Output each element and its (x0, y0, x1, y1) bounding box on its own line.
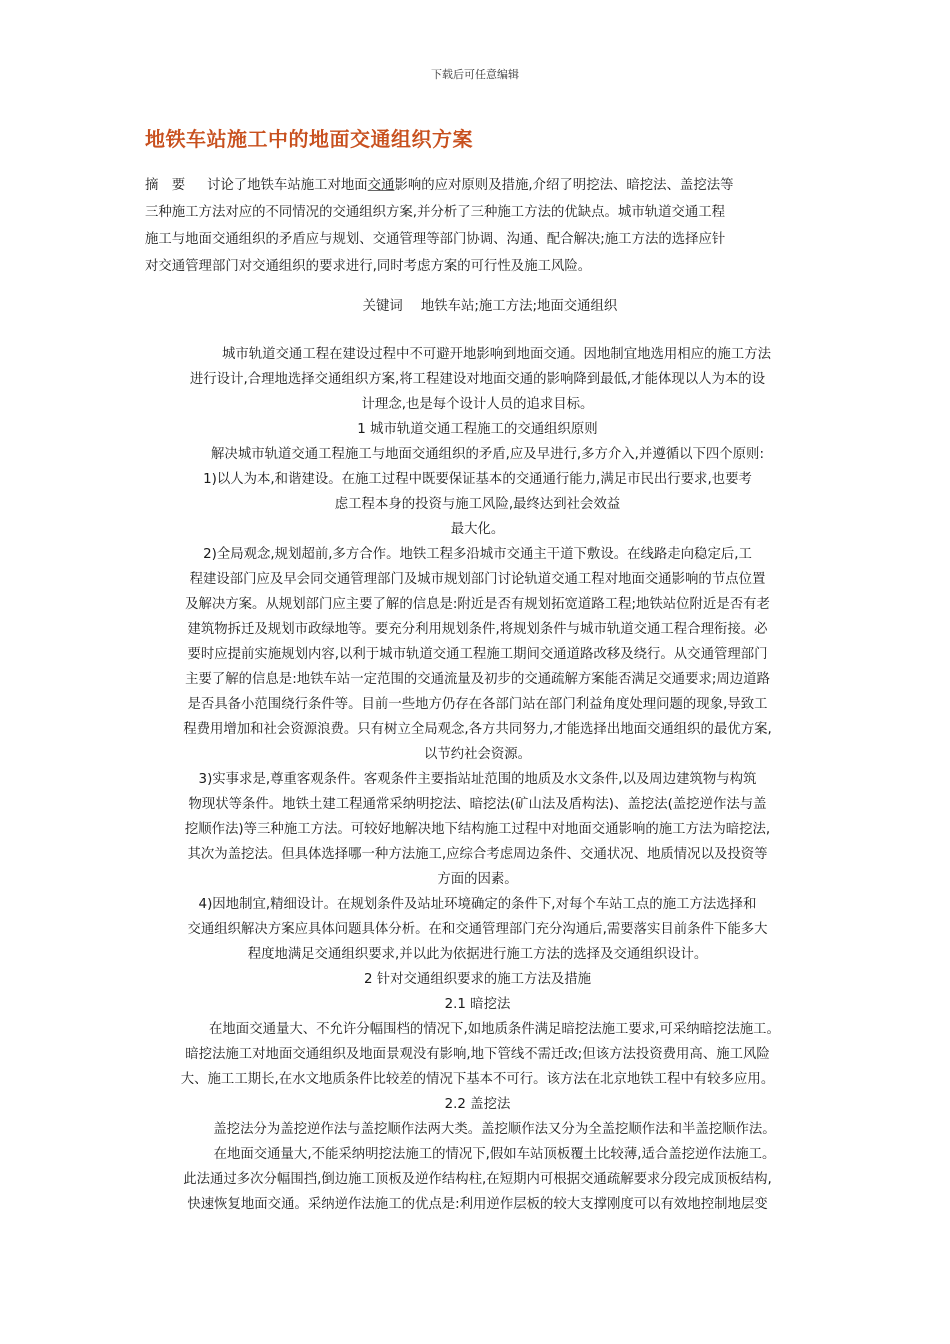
section-heading-1: 1 城市轨道交通工程施工的交通组织原则 (357, 422, 598, 437)
body-line: 程费用增加和社会资源浪费。只有树立全局观念,各方共同努力,才能选择出地面交通组织的最优方案, (183, 722, 772, 737)
body-line: 是否具备小范围绕行条件等。目前一些地方仍存在各部门站在部门利益角度处理问题的现象,导致工 (187, 697, 768, 712)
body-line: 程建设部门应及早会同交通管理部门及城市规划部门讨论轨道交通工程对地面交通影响的节点位置 (189, 572, 766, 587)
body-line: 挖顺作法)等三种施工方法。可较好地解决地下结构施工过程中对地面交通影响的施工方法为暗挖法, (184, 822, 771, 837)
abstract-section (145, 172, 807, 280)
body-line: 在地面交通量大、不允许分幅围档的情况下,如地质条件满足暗挖法施工要求,可采纳暗挖法施工。 (209, 1022, 780, 1037)
body-line: 物现状等条件。地铁土建工程通常采纳明挖法、暗挖法(矿山法及盾构法)、盖挖法(盖挖逆作法与盖 (188, 797, 767, 812)
body-line: 1)以人为本,和谐建设。在施工过程中既要保证基本的交通通行能力,满足市民出行要求,也要考 (203, 472, 752, 487)
body-line: 及解决方案。从规划部门应主要了解的信息是:附近是否有规划拓宽道路工程;地铁站位附近是否有老 (185, 597, 770, 612)
abstract-traffic-link[interactable]: 交通 (367, 178, 395, 193)
abstract-line-3: 施工与地面交通组织的矛盾应与规划、交通管理等部门协调、沟通、配合解决;施工方法的选择应针 (145, 232, 726, 247)
body-line: 方面的因素。 (437, 872, 518, 887)
body-line: 计理念,也是每个设计人员的追求目标。 (361, 397, 594, 412)
abstract-label: 摘 要 (145, 178, 186, 193)
body-line: 城市轨道交通工程在建设过程中不可避开地影响到地面交通。因地制宜地选用相应的施工方法 (221, 347, 771, 362)
body-line: 虑工程本身的投资与施工风险,最终达到社会效益 (334, 497, 621, 512)
keywords-value: 地铁车站;施工方法;地面交通组织 (420, 299, 618, 314)
body-line: 在地面交通量大,不能采纳明挖法施工的情况下,假如车站顶板覆土比较薄,适合盖挖逆作法施工。 (213, 1147, 776, 1162)
page-header-note: 下载后可任意编辑 (431, 68, 519, 81)
subsection-heading-2-1: 2.1 暗挖法 (444, 997, 511, 1012)
abstract-line-1 (145, 172, 807, 199)
subsection-heading-2-2: 2.2 盖挖法 (444, 1097, 511, 1112)
body-line: 以节约社会资源。 (423, 747, 532, 762)
abstract-text-1b: 影响的应对原则及措施,介绍了明挖法、暗挖法、盖挖法等 (394, 178, 734, 193)
body-line: 此法通过多次分幅围挡,倒边施工顶板及逆作结构柱,在短期内可根据交通疏解要求分段完成顶板结构, (183, 1172, 772, 1187)
keywords-line (0, 295, 950, 314)
body-line: 程度地满足交通组织要求,并以此为依据进行施工方法的选择及交通组织设计。 (247, 947, 708, 962)
keywords-label: 关键词 (362, 299, 403, 314)
abstract-text-1a: 讨论了地铁车站施工对地面 (207, 178, 368, 193)
body-line: 主要了解的信息是:地铁车站一定范围的交通流量及初步的交通疏解方案能否满足交通要求;周边道路 (185, 672, 770, 687)
abstract-line-4: 对交通管理部门对交通组织的要求进行,同时考虑方案的可行性及施工风险。 (145, 259, 592, 274)
abstract-line-2: 三种施工方法对应的不同情况的交通组织方案,并分析了三种施工方法的优缺点。城市轨道交通工程 (145, 205, 726, 220)
body-line: 要时应提前实施规划内容,以利于城市轨道交通工程施工期间交通道路改移及绕行。从交通管理部门 (187, 647, 768, 662)
document-title: 地铁车站施工中的地面交通组织方案 (145, 127, 473, 151)
body-line: 2)全局观念,规划超前,多方合作。地铁工程多沿城市交通主干道下敷设。在线路走向稳定后,工 (203, 547, 752, 562)
body-line: 3)实事求是,尊重客观条件。客观条件主要指站址范围的地质及水文条件,以及周边建筑物与构筑 (198, 772, 757, 787)
body-text (140, 342, 815, 1217)
body-line: 其次为盖挖法。但具体选择哪一种方法施工,应综合考虑周边条件、交通状况、地质情况以及投资等 (187, 847, 768, 862)
body-line: 快速恢复地面交通。采纳逆作法施工的优点是:利用逆作层板的较大支撑刚度可以有效地控制地层变 (187, 1197, 768, 1212)
body-line: 大、施工工期长,在水文地质条件比较差的情况下基本不可行。该方法在北京地铁工程中有较多应用。 (180, 1072, 775, 1087)
body-line: 4)因地制宜,精细设计。在规划条件及站址环境确定的条件下,对每个车站工点的施工方法选择和 (198, 897, 757, 912)
body-line: 暗挖法施工对地面交通组织及地面景观没有影响,地下管线不需迁改;但该方法投资费用高、施工风险 (185, 1047, 770, 1062)
body-line: 最大化。 (450, 522, 505, 537)
section-heading-2: 2 针对交通组织要求的施工方法及措施 (363, 972, 592, 987)
body-line: 盖挖法分为盖挖逆作法与盖挖顺作法两大类。盖挖顺作法又分为全盖挖顺作法和半盖挖顺作法。 (213, 1122, 776, 1137)
body-line: 交通组织解决方案应具体问题具体分析。在和交通管理部门充分沟通后,需要落实目前条件下能多大 (187, 922, 768, 937)
body-line: 建筑物拆迁及规划市政绿地等。要充分利用规划条件,将规划条件与城市轨道交通工程合理衔接。必 (187, 622, 768, 637)
body-line: 解决城市轨道交通工程施工与地面交通组织的矛盾,应及早进行,多方介入,并遵循以下四个原则: (211, 447, 764, 462)
body-line: 进行设计,合理地选择交通组织方案,将工程建设对地面交通的影响降到最低,才能体现以人为本的设 (189, 372, 766, 387)
